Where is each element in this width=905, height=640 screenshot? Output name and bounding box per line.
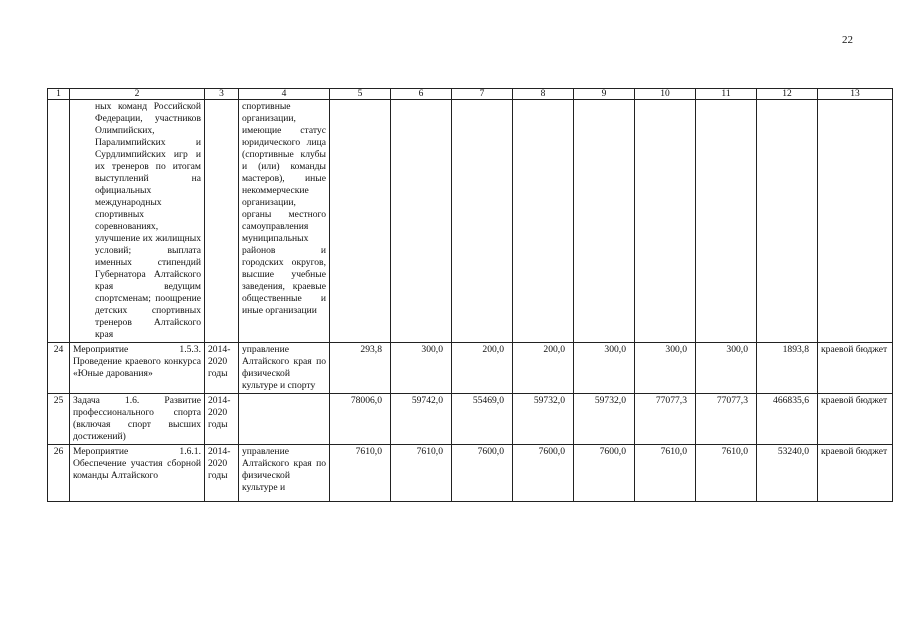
table-row <box>48 343 893 394</box>
value-total: 53240,0 <box>757 445 818 502</box>
measure-name: Мероприятие 1.6.1. Обеспечение участия сборной команды Алтайского <box>70 445 205 502</box>
col-header: 13 <box>818 89 893 100</box>
column-number-row <box>48 89 893 100</box>
value-col5: 293,8 <box>330 343 391 394</box>
value-col7 <box>452 100 513 343</box>
value-col6 <box>391 100 452 343</box>
col-header: 9 <box>574 89 635 100</box>
measure-name: Задача 1.6. Развитие профессионального спорта (включая спорт высших достижений) <box>70 394 205 445</box>
table-row <box>48 445 893 502</box>
value-col11: 77077,3 <box>696 394 757 445</box>
funding-source: краевой бюджет <box>818 343 893 394</box>
executor: спортивные организации, имеющие статус юридического лица (спортивные клубы и (или) команды мастеров), иные некоммерческие организации, органы местного самоуправления муниципальных районов и городских округов, высшие учебные заведения, краевые общественные и иные организации <box>239 100 330 343</box>
value-col7: 55469,0 <box>452 394 513 445</box>
period <box>205 100 239 343</box>
col-header: 1 <box>48 89 70 100</box>
period: 2014-2020 годы <box>205 394 239 445</box>
row-number <box>48 100 70 343</box>
value-col9: 300,0 <box>574 343 635 394</box>
page-number: 22 <box>842 34 853 46</box>
col-header: 10 <box>635 89 696 100</box>
value-col7: 7600,0 <box>452 445 513 502</box>
executor <box>239 394 330 445</box>
period: 2014-2020 годы <box>205 445 239 502</box>
value-col6: 7610,0 <box>391 445 452 502</box>
col-header: 8 <box>513 89 574 100</box>
value-col9 <box>574 100 635 343</box>
value-col9: 7600,0 <box>574 445 635 502</box>
value-col5 <box>330 100 391 343</box>
value-col8: 59732,0 <box>513 394 574 445</box>
value-col5: 78006,0 <box>330 394 391 445</box>
period: 2014-2020 годы <box>205 343 239 394</box>
value-col6: 59742,0 <box>391 394 452 445</box>
col-header: 3 <box>205 89 239 100</box>
value-col11 <box>696 100 757 343</box>
funding-source: краевой бюджет <box>818 394 893 445</box>
value-col5: 7610,0 <box>330 445 391 502</box>
value-col10: 300,0 <box>635 343 696 394</box>
col-header: 5 <box>330 89 391 100</box>
row-number: 26 <box>48 445 70 502</box>
value-col7: 200,0 <box>452 343 513 394</box>
measure-name: Мероприятие 1.5.3. Проведение краевого конкурса «Юные дарования» <box>70 343 205 394</box>
value-total: 1893,8 <box>757 343 818 394</box>
row-number: 24 <box>48 343 70 394</box>
value-col11: 300,0 <box>696 343 757 394</box>
value-col11: 7610,0 <box>696 445 757 502</box>
value-col8: 200,0 <box>513 343 574 394</box>
col-header: 4 <box>239 89 330 100</box>
col-header: 6 <box>391 89 452 100</box>
value-col10 <box>635 100 696 343</box>
value-col8 <box>513 100 574 343</box>
value-col10: 7610,0 <box>635 445 696 502</box>
col-header: 11 <box>696 89 757 100</box>
value-col8: 7600,0 <box>513 445 574 502</box>
funding-source: краевой бюджет <box>818 445 893 502</box>
col-header: 12 <box>757 89 818 100</box>
value-col6: 300,0 <box>391 343 452 394</box>
col-header: 2 <box>70 89 205 100</box>
table-row <box>48 394 893 445</box>
executor: управление Алтайского края по физической культуре и <box>239 445 330 502</box>
program-table <box>47 88 893 502</box>
measure-name: ных команд Российской Федерации, участников Олимпийских, Паралимпийских и Сурдлимпийских игр и их тренеров по итогам выступлений на официальных международных спортивных соревнованиях, улучшение их жилищных условий; выплата именных стипендий Губернатора Алтайского края ведущим спортсменам; поощрение детских спортивных тренеров Алтайского края <box>70 100 205 343</box>
value-total: 466835,6 <box>757 394 818 445</box>
row-number: 25 <box>48 394 70 445</box>
col-header: 7 <box>452 89 513 100</box>
value-col10: 77077,3 <box>635 394 696 445</box>
executor: управление Алтайского края по физической культуре и спорту <box>239 343 330 394</box>
value-col9: 59732,0 <box>574 394 635 445</box>
funding-source <box>818 100 893 343</box>
table-row <box>48 100 893 343</box>
value-total <box>757 100 818 343</box>
